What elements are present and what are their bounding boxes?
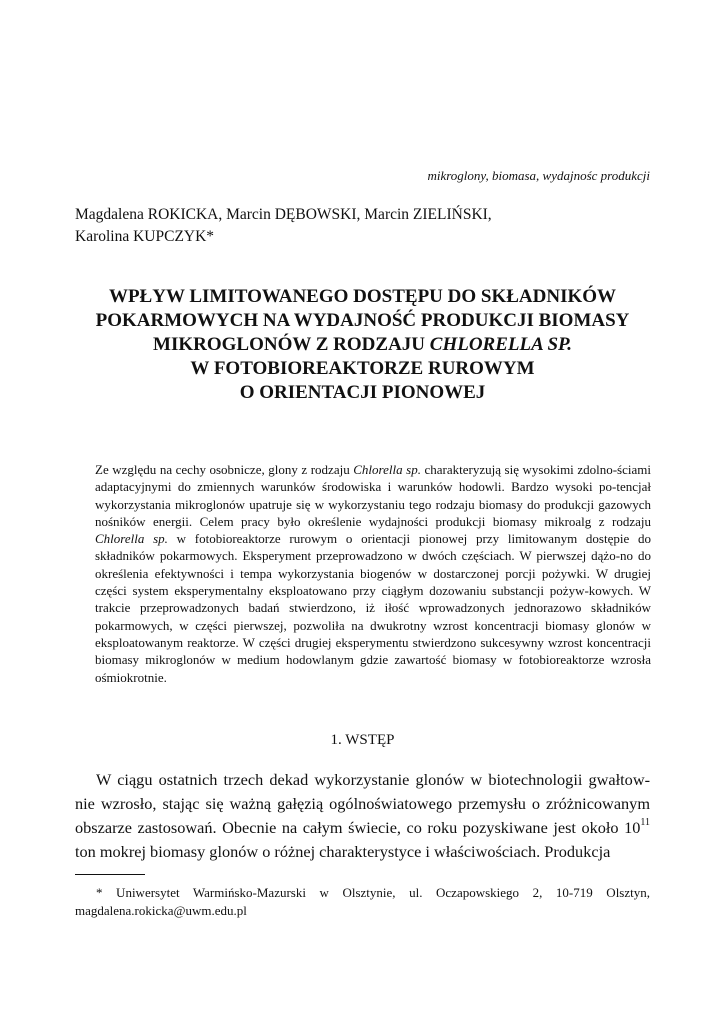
- footnote: [75, 884, 650, 920]
- title-line-1: WPŁYW LIMITOWANEGO DOSTĘPU DO SKŁADNIKÓW: [108, 286, 617, 307]
- author-list: [75, 204, 635, 248]
- title-line-3-text: MIKROGLONÓW Z RODZAJU: [153, 334, 430, 355]
- section-heading: 1. WSTĘP: [330, 732, 395, 748]
- body-text-before: W ciągu ostatnich trzech dekad wykorzystanie glonów w biotechnologii gwałtow-nie wzrosło, stając się ważną gałęzią ogólnoświatowego przemysłu o zróżnicowanym obszarze zastosowań. Obecnie na całym świecie, co roku pozyskiwane jest około 10: [75, 770, 650, 837]
- body-paragraph: [75, 768, 650, 864]
- title-line-4: W FOTOBIOREAKTORZE RUROWYM: [190, 358, 535, 379]
- title-line-2: POKARMOWYCH NA WYDAJNOŚĆ PRODUKCJI BIOMASY: [95, 310, 630, 331]
- abstract: [95, 461, 651, 686]
- abstract-text-1: Ze względu na cechy osobnicze, glony z rodzaju: [95, 462, 354, 477]
- paper-title: [75, 285, 650, 405]
- keywords: mikroglony, biomasa, wydajnośc produkcji: [427, 168, 650, 183]
- abstract-paragraph: [95, 461, 651, 686]
- body-text: [75, 768, 650, 864]
- abstract-species-2: Chlorella sp.: [95, 531, 168, 547]
- title-species-name: CHLORELLA SP.: [429, 334, 572, 355]
- author-line-2: Karolina KUPCZYK*: [75, 228, 215, 245]
- body-superscript: 11: [640, 816, 650, 828]
- abstract-text-3: w fotobioreaktorze rurowym o orientacji pionowej przy limitowanym dostępie do składników pokarmowych. Eksperyment przeprowadzono w dwóch częściach. W pierwszej dążo-no do określenia efektywności i tempa wykorzystania biogenów w dostarczonej porcji pożywki. W drugiej części system eksperymentalny eksploatowano przy ciągłym dozowaniu substancji pożyw-kowych. W trakcie przeprowadzonych badań stwierdzono, iż iłość wprowadzonych jednorazowo składników pokarmowych, w części pierwszej, pozwoliła na dwukrotny wzrost koncentracji biomasy glonów w eksploatowanym reaktorze. W części drugiej eksperymentu stwierdzono sukcesywny wzrost koncentracji biomasy mikroglonów w medium hodowlanym gdzie zawartość biomasy w fotobioreaktorze wzrosła ośmiokrotnie.: [95, 531, 651, 685]
- title-line-5: O ORIENTACJI PIONOWEJ: [239, 382, 486, 403]
- abstract-text-2: charakteryzują się wysokimi zdolno-ściami adaptacyjnymi do zmiennych warunków środowiska i warunków hodowli. Bardzo wysoki po-tencjał wykorzystania mikroglonów upatruje się w wykorzystaniu tego rodzaju biomasy do produkcji gazowych nośników energii. Celem pracy było określenie wydajności produkcji biomasy mikroalg z rodzaju: [95, 462, 651, 529]
- footnote-text: * Uniwersytet Warmińsko-Mazurski w Olsztynie, ul. Oczapowskiego 2, 10-719 Olsztyn, magdalena.rokicka@uwm.edu.pl: [75, 885, 650, 918]
- title-line-3: [75, 333, 650, 357]
- abstract-species-1: Chlorella sp.: [353, 462, 421, 477]
- author-line-1: Magdalena ROKICKA, Marcin DĘBOWSKI, Marcin ZIELIŃSKI,: [75, 206, 492, 223]
- body-text-after: ton mokrej biomasy glonów o różnej charakterystyce i właściwościach. Produkcja: [75, 842, 611, 861]
- footnote-divider: [75, 874, 145, 875]
